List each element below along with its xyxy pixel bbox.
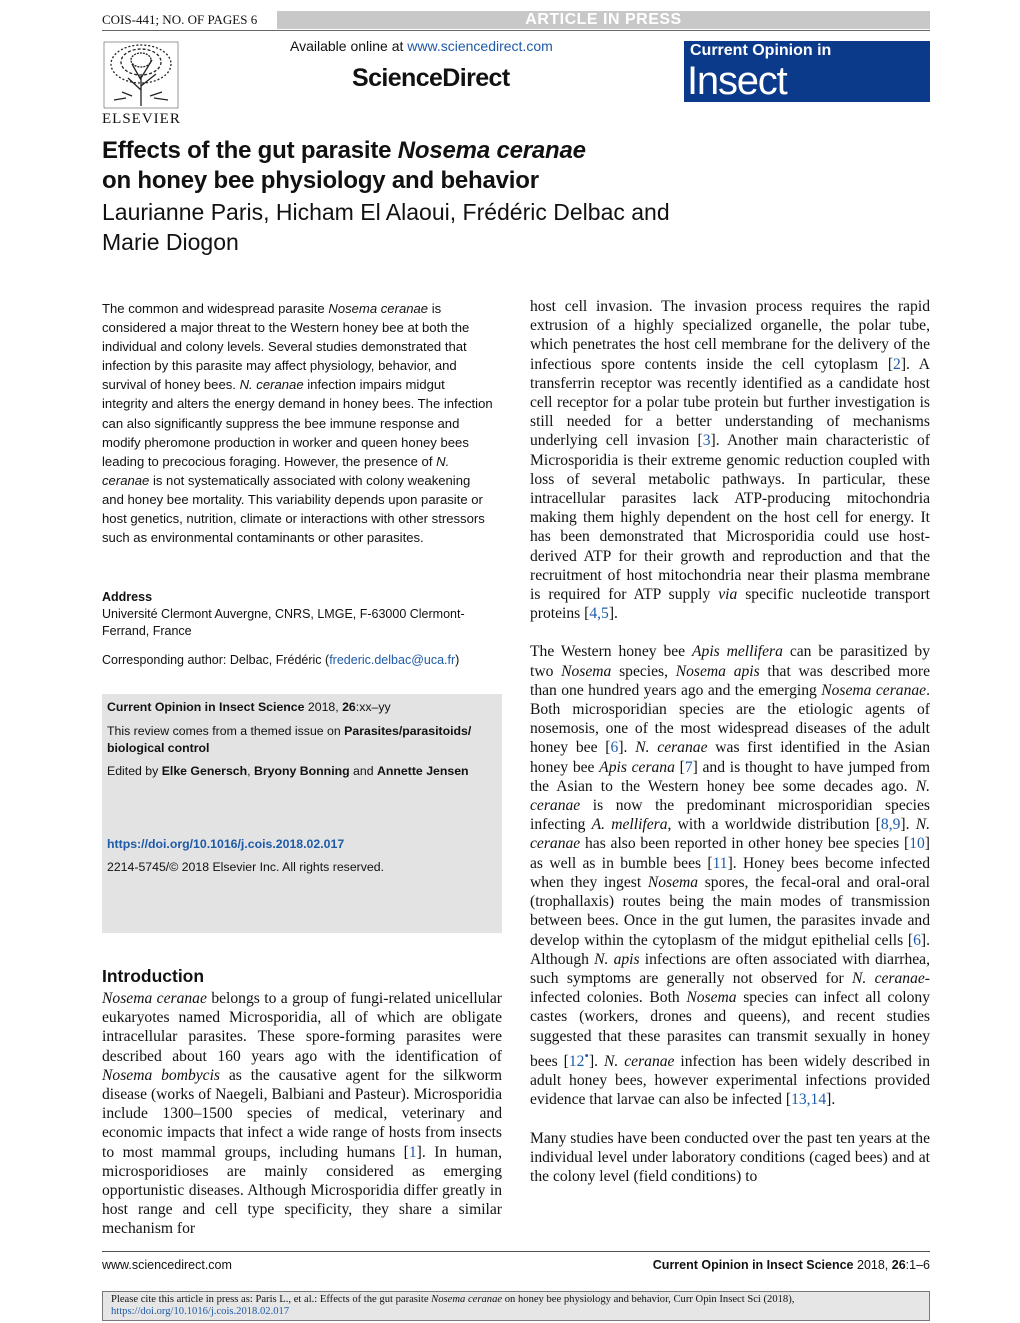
species-name: Nosema (686, 989, 737, 1007)
info-journal-name: Current Opinion in Insect Science (107, 700, 305, 714)
body-text: as the causative agent for the silkworm disease (works of Naegeli, Balbiani and Pasteur). Microsporidia include 1300–1500 species of medical, veterinary and economic impacts that infect a wide range of hosts from insects to most mammal groups, including humans [ (102, 1066, 502, 1161)
info-editor: Annette Jensen (377, 764, 469, 778)
body-text: belongs to a group of fungi-related unicellular eukaryotes named Microsporidia, all of which are obligate intracellular parasites. These spore-forming parasites were described about 160 years ago with the identification of (102, 990, 502, 1065)
info-pages: :xx–yy (355, 700, 391, 714)
journal-cover-logo (684, 41, 930, 145)
body-text: -infected colonies. Both (530, 969, 930, 1007)
reference-link[interactable]: 11 (712, 854, 728, 872)
citation-species: Nosema ceranae (431, 1294, 503, 1305)
body-text: ]. (588, 1052, 605, 1070)
info-sep: , (247, 764, 254, 778)
authors-line2: Marie Diogon (102, 229, 239, 255)
reference-link[interactable]: 10 (909, 835, 925, 853)
species-name: Nosema apis (675, 662, 760, 680)
abstract-species: Nosema ceranae (328, 301, 429, 316)
abstract-text: infection impairs midgut integrity and alters the energy demand in honey bees. The infection can also significantly suppress the bee immune response and modify pheromone production in worker and queen honey bees leading to precocious foraging. However, the presence of (102, 377, 493, 469)
sciencedirect-logo: ScienceDirect (352, 64, 510, 92)
journal-code: COIS-441; NO. OF PAGES 6 (102, 12, 258, 27)
info-theme (107, 723, 497, 757)
publisher-wordmark: ELSEVIER (102, 111, 181, 127)
reference-bullet: • (584, 1047, 589, 1063)
info-journal (107, 699, 497, 716)
info-year: 2018, (304, 700, 343, 714)
authors-line1: Laurianne Paris, Hicham El Alaoui, Frédéric Delbac and (102, 199, 670, 225)
species-name: Nosema (561, 662, 612, 680)
sciencedirect-link[interactable]: www.sciencedirect.com (407, 38, 553, 54)
journal-cover-line1: Current Opinion in (690, 42, 832, 59)
body-text: ]. A transferrin receptor was recently identified as a candidate host cell receptor for a polar tube protein but further investigation is still needed for a better understanding of mechanisms underlying cell invasion [ (530, 355, 931, 450)
body-text: was first identified in the Asian honey bee (530, 739, 931, 776)
reference-link[interactable]: 12 (568, 1052, 585, 1070)
citation-box (102, 1291, 930, 1321)
available-online (290, 38, 553, 54)
paragraph-western-bee (530, 642, 930, 1109)
species-name: Nosema bombycis (102, 1066, 221, 1084)
species-name: N. ceranae (852, 969, 925, 987)
footer-year: 2018, (853, 1258, 892, 1272)
body-text: ]. (618, 739, 636, 757)
body-text: ]. (608, 605, 618, 623)
species-name: N. apis (594, 950, 640, 968)
body-text: The Western honey bee (530, 643, 692, 661)
italic-text: via (718, 586, 738, 604)
species-name: A. mellifera (591, 816, 668, 834)
journal-cover-line2: Insect Science (687, 59, 821, 145)
footer-rule (102, 1251, 930, 1252)
info-sep: and (349, 764, 377, 778)
body-text: ]. (826, 1091, 836, 1109)
title-part2: on honey bee physiology and behavior (102, 167, 539, 194)
body-text: spores, the fecal-oral and oral-oral (trophallaxis) routes being the main modes of transmission between bees. Once in the gut lumen, the parasites invade and develop within the cytoplasm of the midgut epithelial cells [ (530, 873, 930, 949)
title-species: Nosema ceranae (397, 137, 586, 164)
body-text: has also been reported in other honey bee species [ (580, 835, 910, 853)
body-text: ]. Honey bees become infected when they ingest (530, 854, 930, 891)
citation-text: Please cite this article in press as: Paris L., et al.: Effects of the gut parasite (111, 1294, 432, 1305)
footer-volume: 26 (891, 1258, 906, 1272)
info-edited-prefix: Edited by (107, 764, 162, 778)
footer-journal-info (653, 1258, 930, 1272)
info-editors (107, 763, 497, 780)
introduction-heading: Introduction (102, 966, 205, 986)
species-name: N. ceranae (604, 1052, 675, 1070)
title-part1: Effects of the gut parasite (102, 137, 398, 164)
corresponding-suffix: ) (455, 653, 460, 667)
info-editor: Elke Genersch (161, 764, 248, 778)
info-doi-link[interactable]: https://doi.org/10.1016/j.cois.2018.02.017 (107, 837, 345, 851)
body-text: specific nucleotide transport proteins [ (530, 586, 931, 623)
info-theme-prefix: This review comes from a themed issue on (107, 724, 345, 738)
introduction-paragraph (102, 989, 502, 1239)
species-name: Nosema (647, 873, 699, 891)
footer-pages: :1–6 (905, 1258, 930, 1272)
citation-text: on honey bee physiology and behavior, Curr Opin Insect Sci (2018), (502, 1294, 795, 1305)
reference-link[interactable]: 13,14 (791, 1091, 827, 1109)
reference-link[interactable]: 1 (408, 1143, 417, 1161)
body-text: ]. Another main characteristic of Microsporidia is their extreme genomic reduction coupled with loss of several metabolic pathways. In particular, these intracellular parasites lack ATP-producing mitochondria making them highly dependent on the host cell for energy. It has been demonstrated that Microsporidia could use host-derived ATP for their growth and reproduction and that the recruitment of host mitochondria near their plasma membrane is required for ATP supply (530, 432, 930, 604)
species-name: N. ceranae (530, 816, 930, 853)
reference-link[interactable]: 6 (610, 739, 619, 757)
address-heading: Address (102, 590, 153, 604)
header-rule (102, 30, 930, 31)
body-text: host cell invasion. The invasion process requires the rapid extrusion of a highly specialized organelle, the polar tube, which penetrates the host cell membrane for the delivery of the infectious spore contents inside the cell cytoplasm [ (530, 298, 930, 373)
abstract-text: is considered a major threat to the Western honey bee at both the individual and colony levels. Several studies demonstrated that infection by this parasite may affect physiology, behavior, and survival of honey bees. (102, 301, 470, 393)
species-name: N. ceranae (530, 777, 930, 815)
body-text: ]. Although (530, 931, 930, 968)
citation-doi-link[interactable]: https://doi.org/10.1016/j.cois.2018.02.017 (111, 1306, 290, 1317)
available-text: Available online at (290, 38, 408, 54)
reference-link[interactable]: 4,5 (589, 605, 609, 623)
reference-link[interactable]: 6 (913, 931, 921, 949)
abstract (102, 299, 494, 547)
paragraph-studies: Many studies have been conducted over the past ten years at the individual level under laboratory conditions (caged bees) and at the colony level (field conditions) to (530, 1129, 930, 1185)
abstract-text: The common and widespread parasite (102, 301, 329, 316)
author-list (102, 197, 822, 257)
species-name: Nosema ceranae (821, 681, 927, 699)
elsevier-tree-logo-icon (102, 40, 180, 110)
reference-link[interactable]: 2 (893, 355, 901, 373)
body-text: infections are often associated with diarrhea, such symptoms are generally not observed for (530, 950, 930, 987)
body-text: , with a worldwide distribution [ (667, 816, 881, 834)
reference-link[interactable]: 8,9 (880, 816, 901, 834)
article-title (102, 136, 822, 196)
body-text: ] as well as in bumble bees [ (530, 835, 930, 872)
body-text: ]. In human, microsporidioses are mainly considered as emerging opportunistic diseases. Although Microsporidia differ greatly in host range and cell type specificity, they share a similar mechanism for (102, 1143, 502, 1238)
species-name: Nosema ceranae (102, 990, 207, 1007)
corresponding-email-link[interactable]: frederic.delbac@uca.fr (329, 653, 456, 667)
body-text: species, (611, 662, 676, 680)
info-editor: Bryony Bonning (254, 764, 350, 778)
corresponding-prefix: Corresponding author: Delbac, Frédéric ( (102, 653, 330, 667)
species-name: N. ceranae (635, 739, 708, 757)
abstract-species: N. ceranae (239, 377, 304, 393)
abstract-species: N. ceranae (102, 453, 450, 488)
corresponding-author (102, 653, 494, 667)
footer-journal-name: Current Opinion in Insect Science (652, 1258, 854, 1272)
article-info-box (102, 694, 502, 933)
body-text: . Both microsporidian species are the etiologic agents of nosemosis, one of the most widespread diseases of the adult honey bee [ (530, 681, 930, 757)
species-name: Apis mellifera (692, 643, 783, 661)
body-text: can be parasitized by two (530, 643, 930, 680)
body-text: that was described more than one hundred years ago and the emerging (530, 662, 930, 699)
body-text: ] and is thought to have jumped from the Asian to the Western honey bee some decades ago. (530, 758, 930, 795)
body-text: is now the predominant microsporidian species infecting (530, 797, 930, 834)
info-theme-name: Parasites/parasitoids/ biological control (107, 724, 472, 755)
abstract-text: is not systematically associated with colony weakening and honey bee mortality. This variability depends upon parasite or host genetics, nutrition, climate or interactions with other stressors such as environmental contaminants or other parasites. (102, 472, 485, 546)
reference-link[interactable]: 3 (702, 432, 711, 450)
species-name: Apis cerana (599, 758, 675, 776)
article-in-press-banner: ARTICLE IN PRESS (525, 11, 682, 28)
right-column (530, 297, 930, 1205)
info-volume: 26 (342, 700, 356, 714)
body-text: infection has been widely described in adult honey bees, however experimental infections provided evidence that larvae can also be infected [ (530, 1052, 930, 1109)
body-text: species can infect all colony castes (workers, drones and queens), and recent studies suggested that these parasites can transmit sexually in honey bees [ (530, 989, 931, 1070)
body-text: ]. (900, 816, 916, 834)
footer-url[interactable]: www.sciencedirect.com (102, 1258, 232, 1272)
address-text: Université Clermont Auvergne, CNRS, LMGE, F-63000 Clermont-Ferrand, France (102, 607, 465, 638)
body-text: [ (674, 758, 685, 776)
info-rights: 2214-5745/© 2018 Elsevier Inc. All rights reserved. (107, 860, 385, 874)
reference-link[interactable]: 7 (684, 758, 693, 776)
paragraph-invasion (530, 297, 930, 623)
